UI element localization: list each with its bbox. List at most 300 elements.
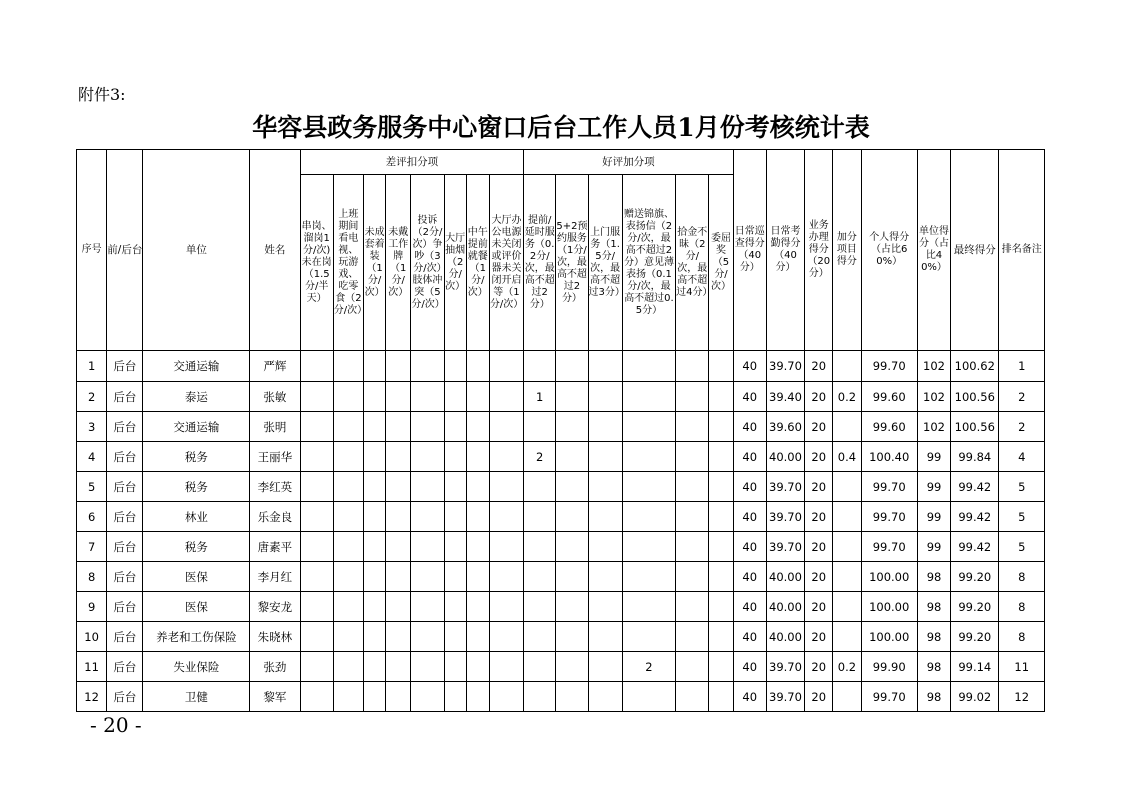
cell-deduct	[444, 592, 466, 622]
cell-bonus	[622, 622, 675, 652]
cell-unit: 税务	[143, 442, 250, 472]
cell-bonus	[556, 562, 588, 592]
cell-deduct	[466, 592, 489, 622]
cell-extra	[833, 502, 861, 532]
cell-deduct	[386, 682, 411, 712]
cell-bonus	[524, 532, 556, 562]
cell-deduct	[489, 442, 523, 472]
cell-extra	[833, 592, 861, 622]
cell-unit-score: 98	[917, 652, 950, 682]
cell-bonus	[556, 412, 588, 442]
cell-unit-score: 99	[917, 532, 950, 562]
cell-deduct	[489, 562, 523, 592]
page-number: - 20 -	[90, 713, 142, 737]
table-row	[77, 351, 1045, 382]
cell-deduct	[386, 412, 411, 442]
cell-name: 李红英	[250, 472, 300, 502]
cell-deduct	[300, 592, 333, 622]
cell-deduct	[411, 622, 444, 652]
cell-rank: 5	[999, 532, 1045, 562]
cell-rank: 11	[999, 652, 1045, 682]
cell-daily-patrol: 40	[733, 472, 766, 502]
cell-deduct	[386, 472, 411, 502]
cell-front-back: 后台	[107, 382, 143, 412]
cell-deduct	[364, 502, 386, 532]
cell-personal: 99.60	[861, 412, 917, 442]
cell-seq: 7	[77, 532, 107, 562]
cell-deduct	[300, 412, 333, 442]
cell-deduct	[333, 382, 363, 412]
cell-deduct	[411, 562, 444, 592]
table-row	[77, 532, 1045, 562]
page-title: 华容县政务服务中心窗口后台工作人员1月份考核统计表	[252, 113, 870, 142]
cell-final: 100.56	[951, 382, 999, 412]
cell-bonus	[588, 592, 622, 622]
cell-personal: 99.70	[861, 502, 917, 532]
cell-bonus	[588, 622, 622, 652]
cell-daily-patrol: 40	[733, 502, 766, 532]
cell-daily-attendance: 39.70	[766, 652, 804, 682]
cell-bonus	[524, 351, 556, 382]
header-daily-patrol: 日常巡查得分（40分）	[733, 150, 766, 351]
cell-business: 20	[805, 502, 833, 532]
cell-final: 99.42	[951, 472, 999, 502]
cell-bonus	[622, 412, 675, 442]
cell-unit-score: 98	[917, 592, 950, 622]
cell-extra: 0.2	[833, 382, 861, 412]
cell-personal: 99.60	[861, 382, 917, 412]
cell-daily-attendance: 39.70	[766, 472, 804, 502]
cell-personal: 100.00	[861, 622, 917, 652]
cell-unit: 交通运输	[143, 412, 250, 442]
cell-deduct	[333, 652, 363, 682]
cell-bonus	[556, 682, 588, 712]
cell-rank: 4	[999, 442, 1045, 472]
cell-personal: 99.70	[861, 472, 917, 502]
cell-bonus	[676, 442, 709, 472]
cell-unit-score: 98	[917, 562, 950, 592]
cell-deduct	[364, 382, 386, 412]
assessment-table	[76, 149, 1045, 712]
cell-bonus	[622, 502, 675, 532]
cell-daily-attendance: 39.40	[766, 382, 804, 412]
cell-bonus	[524, 592, 556, 622]
header-bonus-item: 提前/延时服务（0.2分/次，最高不超过2分）	[524, 175, 556, 351]
cell-deduct	[489, 472, 523, 502]
cell-bonus	[622, 532, 675, 562]
cell-deduct	[466, 351, 489, 382]
cell-bonus	[588, 502, 622, 532]
cell-deduct	[489, 502, 523, 532]
cell-bonus	[622, 562, 675, 592]
cell-bonus	[588, 472, 622, 502]
cell-unit: 失业保险	[143, 652, 250, 682]
header-extra: 加分项目得分	[833, 150, 861, 351]
cell-bonus	[524, 502, 556, 532]
cell-deduct	[411, 382, 444, 412]
cell-front-back: 后台	[107, 412, 143, 442]
table-row	[77, 442, 1045, 472]
cell-daily-attendance: 39.70	[766, 351, 804, 382]
cell-deduct	[300, 622, 333, 652]
cell-deduct	[489, 652, 523, 682]
cell-deduct	[466, 472, 489, 502]
cell-deduct	[300, 351, 333, 382]
header-business: 业务办理得分（20分）	[805, 150, 833, 351]
cell-deduct	[300, 442, 333, 472]
cell-deduct	[466, 502, 489, 532]
cell-bonus	[524, 652, 556, 682]
cell-bonus	[524, 682, 556, 712]
cell-deduct	[489, 412, 523, 442]
cell-bonus	[676, 652, 709, 682]
cell-bonus	[709, 562, 733, 592]
cell-unit: 养老和工伤保险	[143, 622, 250, 652]
cell-deduct	[333, 442, 363, 472]
cell-bonus	[556, 442, 588, 472]
table-body	[77, 351, 1045, 712]
cell-bonus	[588, 682, 622, 712]
cell-deduct	[411, 442, 444, 472]
cell-deduct	[466, 532, 489, 562]
cell-deduct	[333, 532, 363, 562]
header-deduct-group: 差评扣分项	[300, 150, 524, 175]
cell-daily-attendance: 39.70	[766, 682, 804, 712]
cell-deduct	[444, 412, 466, 442]
header-deduct-item: 未成套着装（1分/次）	[364, 175, 386, 351]
cell-name: 张敏	[250, 382, 300, 412]
cell-unit-score: 99	[917, 502, 950, 532]
cell-bonus	[588, 652, 622, 682]
cell-final: 99.02	[951, 682, 999, 712]
cell-extra	[833, 682, 861, 712]
cell-extra	[833, 562, 861, 592]
cell-deduct	[386, 622, 411, 652]
header-bonus-item: 拾金不昧（2分/次，最高不超过4分）	[676, 175, 709, 351]
cell-bonus	[622, 442, 675, 472]
cell-extra: 0.2	[833, 652, 861, 682]
cell-unit-score: 98	[917, 622, 950, 652]
cell-deduct	[333, 592, 363, 622]
cell-bonus	[556, 351, 588, 382]
cell-personal: 99.90	[861, 652, 917, 682]
table-row	[77, 472, 1045, 502]
header-unit-score: 单位得分（占比40%）	[917, 150, 950, 351]
cell-rank: 8	[999, 592, 1045, 622]
cell-seq: 2	[77, 382, 107, 412]
cell-unit: 医保	[143, 562, 250, 592]
cell-deduct	[300, 472, 333, 502]
cell-deduct	[300, 562, 333, 592]
cell-name: 张劲	[250, 652, 300, 682]
table-row	[77, 682, 1045, 712]
cell-deduct	[489, 351, 523, 382]
cell-deduct	[466, 652, 489, 682]
cell-unit-score: 99	[917, 472, 950, 502]
cell-unit: 林业	[143, 502, 250, 532]
cell-bonus	[556, 532, 588, 562]
cell-deduct	[489, 682, 523, 712]
cell-deduct	[444, 382, 466, 412]
cell-final: 99.20	[951, 592, 999, 622]
cell-daily-patrol: 40	[733, 382, 766, 412]
cell-extra	[833, 351, 861, 382]
cell-bonus	[622, 472, 675, 502]
cell-daily-attendance: 39.70	[766, 532, 804, 562]
cell-bonus	[588, 532, 622, 562]
cell-deduct	[466, 562, 489, 592]
cell-deduct	[444, 532, 466, 562]
cell-deduct	[386, 382, 411, 412]
cell-bonus	[588, 412, 622, 442]
cell-business: 20	[805, 562, 833, 592]
cell-deduct	[466, 382, 489, 412]
cell-name: 张明	[250, 412, 300, 442]
table-row	[77, 412, 1045, 442]
cell-bonus	[709, 412, 733, 442]
cell-deduct	[411, 351, 444, 382]
cell-bonus	[676, 412, 709, 442]
cell-business: 20	[805, 382, 833, 412]
cell-rank: 5	[999, 472, 1045, 502]
cell-deduct	[411, 532, 444, 562]
cell-final: 99.42	[951, 532, 999, 562]
cell-deduct	[444, 442, 466, 472]
header-seq: 序号	[77, 150, 107, 351]
cell-deduct	[386, 652, 411, 682]
cell-deduct	[364, 532, 386, 562]
cell-bonus	[622, 382, 675, 412]
cell-deduct	[444, 351, 466, 382]
cell-deduct	[386, 351, 411, 382]
cell-bonus	[709, 592, 733, 622]
cell-daily-patrol: 40	[733, 351, 766, 382]
cell-extra	[833, 472, 861, 502]
header-bonus-item: 上门服务（1.5分/次，最高不超过3分）	[588, 175, 622, 351]
cell-unit: 交通运输	[143, 351, 250, 382]
cell-unit: 税务	[143, 532, 250, 562]
cell-rank: 8	[999, 562, 1045, 592]
cell-bonus	[556, 652, 588, 682]
cell-bonus	[709, 442, 733, 472]
header-unit: 单位	[143, 150, 250, 351]
cell-bonus	[676, 351, 709, 382]
cell-deduct	[489, 382, 523, 412]
cell-bonus	[524, 472, 556, 502]
cell-deduct	[364, 682, 386, 712]
cell-personal: 99.70	[861, 532, 917, 562]
cell-front-back: 后台	[107, 502, 143, 532]
cell-bonus	[556, 592, 588, 622]
cell-bonus	[524, 412, 556, 442]
cell-deduct	[300, 502, 333, 532]
cell-front-back: 后台	[107, 592, 143, 622]
cell-rank: 12	[999, 682, 1045, 712]
header-bonus-item: 5+2预约服务（1分/次，最高不超过2分）	[556, 175, 588, 351]
cell-personal: 100.40	[861, 442, 917, 472]
cell-bonus	[556, 502, 588, 532]
cell-deduct	[300, 382, 333, 412]
cell-name: 朱晓林	[250, 622, 300, 652]
table-row	[77, 382, 1045, 412]
cell-name: 黎军	[250, 682, 300, 712]
header-bonus-item: 赠送锦旗、表扬信（2分/次，最高不超过2分）意见薄表扬（0.1分/次，最高不超过0.5分）	[622, 175, 675, 351]
cell-deduct	[386, 442, 411, 472]
cell-daily-patrol: 40	[733, 412, 766, 442]
cell-deduct	[300, 532, 333, 562]
cell-front-back: 后台	[107, 562, 143, 592]
cell-daily-attendance: 39.70	[766, 502, 804, 532]
cell-daily-attendance: 40.00	[766, 562, 804, 592]
cell-front-back: 后台	[107, 682, 143, 712]
cell-bonus	[709, 532, 733, 562]
cell-deduct	[411, 472, 444, 502]
cell-bonus	[676, 472, 709, 502]
cell-bonus	[588, 351, 622, 382]
cell-bonus	[588, 382, 622, 412]
header-final: 最终得分	[951, 150, 999, 351]
cell-deduct	[333, 682, 363, 712]
cell-deduct	[364, 351, 386, 382]
cell-unit-score: 102	[917, 412, 950, 442]
cell-deduct	[466, 412, 489, 442]
cell-final: 99.14	[951, 652, 999, 682]
cell-bonus	[524, 622, 556, 652]
cell-deduct	[466, 682, 489, 712]
cell-front-back: 后台	[107, 472, 143, 502]
cell-deduct	[300, 652, 333, 682]
cell-final: 100.56	[951, 412, 999, 442]
header-rank: 排名备注	[999, 150, 1045, 351]
header-deduct-item: 串岗、溜岗1分/次)未在岗（1.5分/半天）	[300, 175, 333, 351]
cell-business: 20	[805, 472, 833, 502]
cell-business: 20	[805, 442, 833, 472]
cell-bonus	[709, 382, 733, 412]
cell-business: 20	[805, 412, 833, 442]
cell-business: 20	[805, 592, 833, 622]
cell-daily-patrol: 40	[733, 532, 766, 562]
cell-deduct	[364, 412, 386, 442]
header-deduct-item: 上班期间看电视、玩游戏、吃零食（2分/次）	[333, 175, 363, 351]
cell-deduct	[386, 562, 411, 592]
cell-bonus: 1	[524, 382, 556, 412]
header-deduct-item: 未戴工作牌（1分/次）	[386, 175, 411, 351]
cell-deduct	[386, 502, 411, 532]
cell-bonus	[676, 532, 709, 562]
cell-deduct	[364, 472, 386, 502]
cell-deduct	[444, 622, 466, 652]
cell-deduct	[333, 472, 363, 502]
cell-personal: 99.70	[861, 351, 917, 382]
cell-daily-attendance: 40.00	[766, 592, 804, 622]
cell-bonus	[709, 652, 733, 682]
cell-business: 20	[805, 622, 833, 652]
cell-unit-score: 102	[917, 382, 950, 412]
cell-seq: 9	[77, 592, 107, 622]
header-personal: 个人得分（占比60%）	[861, 150, 917, 351]
cell-bonus	[524, 562, 556, 592]
cell-seq: 12	[77, 682, 107, 712]
cell-front-back: 后台	[107, 622, 143, 652]
table-row	[77, 562, 1045, 592]
table-row	[77, 592, 1045, 622]
cell-deduct	[489, 532, 523, 562]
cell-bonus	[709, 472, 733, 502]
cell-seq: 6	[77, 502, 107, 532]
cell-bonus	[676, 682, 709, 712]
cell-bonus	[588, 442, 622, 472]
cell-name: 李月红	[250, 562, 300, 592]
header-daily-attendance: 日常考勤得分（40分）	[766, 150, 804, 351]
cell-rank: 2	[999, 382, 1045, 412]
cell-final: 99.84	[951, 442, 999, 472]
cell-front-back: 后台	[107, 652, 143, 682]
cell-unit: 泰运	[143, 382, 250, 412]
cell-extra	[833, 412, 861, 442]
cell-bonus	[622, 351, 675, 382]
cell-personal: 99.70	[861, 682, 917, 712]
table-row	[77, 502, 1045, 532]
cell-deduct	[411, 652, 444, 682]
cell-bonus	[622, 592, 675, 622]
cell-daily-attendance: 40.00	[766, 622, 804, 652]
cell-bonus	[709, 351, 733, 382]
cell-final: 99.20	[951, 562, 999, 592]
cell-bonus	[556, 382, 588, 412]
cell-bonus	[676, 592, 709, 622]
header-front-back: 前/后台	[107, 150, 143, 351]
cell-deduct	[411, 592, 444, 622]
cell-front-back: 后台	[107, 351, 143, 382]
cell-deduct	[386, 532, 411, 562]
cell-bonus	[588, 562, 622, 592]
cell-rank: 5	[999, 502, 1045, 532]
cell-deduct	[466, 442, 489, 472]
cell-deduct	[444, 502, 466, 532]
cell-deduct	[444, 682, 466, 712]
cell-deduct	[386, 592, 411, 622]
cell-deduct	[333, 502, 363, 532]
cell-business: 20	[805, 682, 833, 712]
cell-daily-patrol: 40	[733, 442, 766, 472]
cell-seq: 11	[77, 652, 107, 682]
cell-name: 黎安龙	[250, 592, 300, 622]
cell-business: 20	[805, 532, 833, 562]
cell-name: 王丽华	[250, 442, 300, 472]
header-deduct-item: 中午提前就餐（1分/次）	[466, 175, 489, 351]
cell-bonus	[622, 682, 675, 712]
cell-deduct	[411, 412, 444, 442]
header-bonus-item: 委屈奖（5分/次）	[709, 175, 733, 351]
cell-daily-patrol: 40	[733, 562, 766, 592]
cell-bonus	[676, 502, 709, 532]
cell-deduct	[333, 351, 363, 382]
cell-deduct	[466, 622, 489, 652]
cell-bonus: 2	[524, 442, 556, 472]
cell-seq: 5	[77, 472, 107, 502]
cell-deduct	[364, 442, 386, 472]
cell-deduct	[444, 472, 466, 502]
cell-daily-attendance: 39.60	[766, 412, 804, 442]
cell-bonus: 2	[622, 652, 675, 682]
cell-rank: 1	[999, 351, 1045, 382]
cell-unit-score: 99	[917, 442, 950, 472]
cell-seq: 3	[77, 412, 107, 442]
header-name: 姓名	[250, 150, 300, 351]
cell-deduct	[333, 622, 363, 652]
cell-extra	[833, 622, 861, 652]
cell-deduct	[364, 562, 386, 592]
